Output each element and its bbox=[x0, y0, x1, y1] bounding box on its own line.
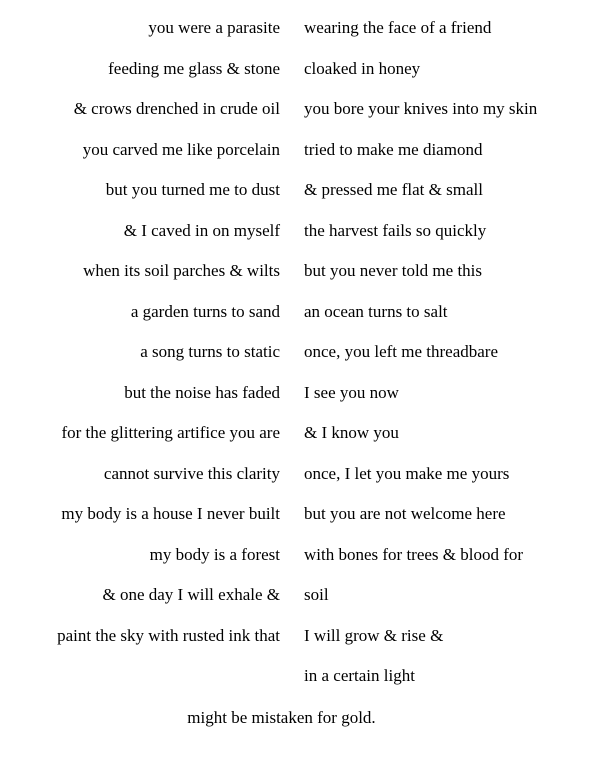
poem-line-pair bbox=[0, 59, 605, 100]
right-column-line: but you are not welcome here bbox=[304, 504, 506, 523]
left-column-line: cannot survive this clarity bbox=[103, 463, 280, 483]
right-column-line: & pressed me flat & small bbox=[304, 180, 483, 199]
right-column-line: I will grow & rise & bbox=[304, 625, 444, 645]
right-column-line: the harvest fails so quickly bbox=[304, 220, 487, 240]
left-column-line: feeding me glass & stone bbox=[108, 58, 280, 78]
closing-line: might be mistaken for gold. bbox=[187, 708, 376, 727]
right-column-line: soil bbox=[304, 585, 329, 604]
left-column-line: when its soil parches & wilts bbox=[83, 261, 280, 280]
right-column-line: you bore your knives into my skin bbox=[304, 99, 538, 118]
poem-line-pair bbox=[0, 545, 605, 586]
right-column-line: once, I let you make me yours bbox=[304, 463, 510, 483]
left-column-line: & one day I will exhale & bbox=[102, 585, 280, 604]
left-column-line: but the noise has faded bbox=[124, 382, 280, 402]
left-column-line: you were a parasite bbox=[148, 18, 280, 37]
poem-line-pair bbox=[0, 383, 605, 424]
left-column-line: my body is a house I never built bbox=[61, 504, 280, 523]
left-column-line: for the glittering artifice you are bbox=[61, 423, 280, 442]
right-column-line: an ocean turns to salt bbox=[304, 301, 448, 321]
right-column-line: & I know you bbox=[304, 423, 399, 442]
poem-line-pair bbox=[0, 140, 605, 181]
poem-line-pair bbox=[0, 585, 605, 626]
right-column-line: with bones for trees & blood for bbox=[304, 544, 524, 564]
poem-line-pair bbox=[0, 99, 605, 140]
poem-line-pair bbox=[0, 504, 605, 545]
left-column-line: a song turns to static bbox=[140, 342, 280, 361]
left-column-line: & I caved in on myself bbox=[123, 220, 280, 240]
poem-line-pair bbox=[0, 302, 605, 343]
poem-line-pair bbox=[0, 666, 605, 707]
left-column-line: paint the sky with rusted ink that bbox=[57, 625, 280, 645]
poem-line-pair bbox=[0, 180, 605, 221]
left-column-line: but you turned me to dust bbox=[105, 180, 280, 199]
poem-line-pair bbox=[0, 221, 605, 262]
right-column-line: in a certain light bbox=[304, 666, 415, 685]
poem-line-pair bbox=[0, 261, 605, 302]
left-column-line: my body is a forest bbox=[149, 544, 280, 564]
right-column-line: but you never told me this bbox=[304, 261, 483, 280]
right-column-line: I see you now bbox=[304, 382, 399, 402]
left-column-line: you carved me like porcelain bbox=[82, 139, 280, 159]
poem-line-pair bbox=[0, 464, 605, 505]
right-column-line: tried to make me diamond bbox=[304, 139, 483, 159]
left-column-line: a garden turns to sand bbox=[130, 301, 280, 321]
right-column-line: cloaked in honey bbox=[304, 58, 421, 78]
right-column-line: once, you left me threadbare bbox=[304, 342, 498, 361]
right-column-line: wearing the face of a friend bbox=[304, 18, 492, 37]
poem-columns bbox=[0, 18, 605, 707]
poem-line-pair bbox=[0, 423, 605, 464]
poem-line-pair bbox=[0, 18, 605, 59]
poem-line-pair bbox=[0, 342, 605, 383]
left-column-line: & crows drenched in crude oil bbox=[73, 99, 280, 118]
poem-line-pair bbox=[0, 626, 605, 667]
